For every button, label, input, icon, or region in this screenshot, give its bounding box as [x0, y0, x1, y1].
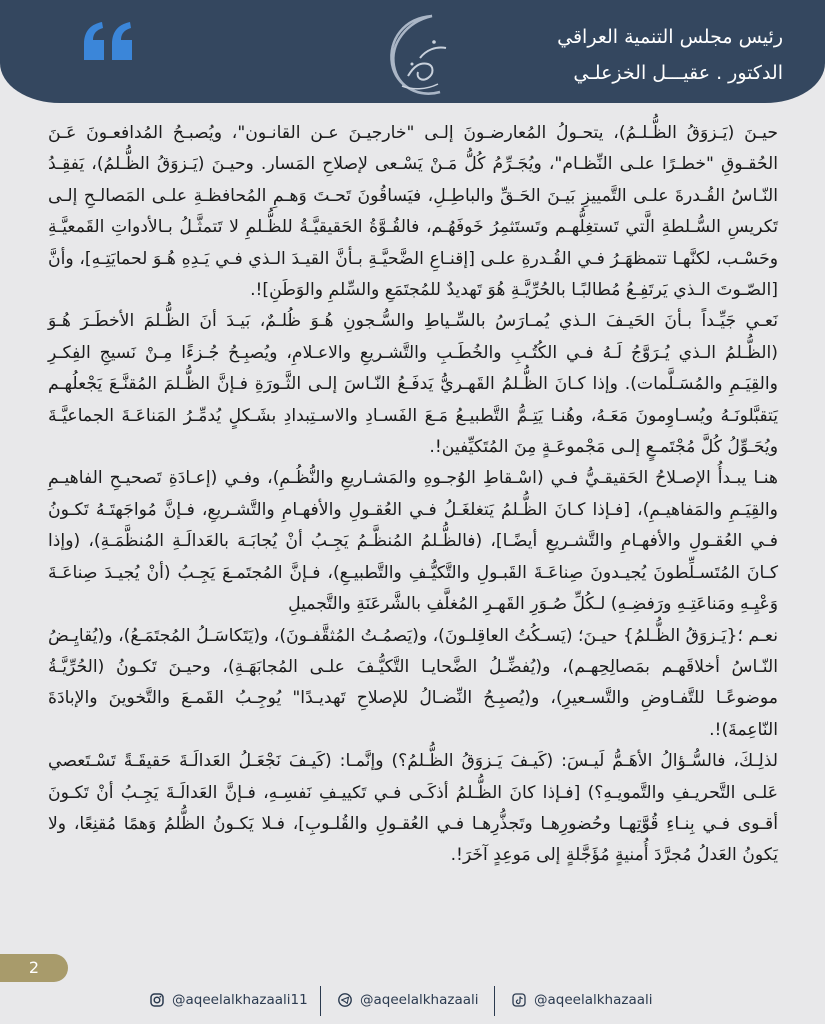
telegram-handle-text: @aqeelalkhazaali [360, 992, 479, 1008]
instagram-handle-text: @aqeelalkhazaali11 [172, 992, 308, 1008]
paragraph: لذلِـكَ، فالسُّـؤالُ الأهَـمُّ لَيـسَ: (كَيـفَ يَـزوَقُ الظُّـلمُ؟) وإنَّمـا: (كَيـفَ نَجْعَـلُ العَدالَـةَ حَقيقَـةً تَسْـتَعصي عَلـى التَّحريـفِ والتَّمويـهِ؟) [فـإذا كانَ الظُّـلمُ أذكَـى فـي تَكييـفِ نَفسِـهِ، فـإنَّ العَدالَـةَ يَجِـبُ أنْ تَكـونَ أقـوى فـي بِنـاءِ قُوَّتِهـا وحُضورِهـا وتَجذُّرِهـا فـي العُقـولِ والقُلـوبِ]، فـلا يَكـونُ الظُّلمُ وَهمًا مُقنِعًا، ولا يَكونُ العَدلُ مُجرَّدَ أُمنيةٍ مُؤَجَّلةٍ إلى مَوعِدٍ آخَرَ!. [48, 751, 778, 866]
paragraph: نعـم ؛{يَـزوَقُ الظُّـلمُ} حيـنَ؛ (يَسـكُتُ العاقِلـونَ)، و(يَصمُـتُ المُثقَّفـونَ)، و(يَتَكاسَـلُ المُجتَمَـعُ)، و(يُقايِـضُ النّـاسُ أخلاقَهـم بمَصالِحِهـم)، و(يُفضِّـلُ الضَّحايـا التَّكيُّـفَ علـى المُجابَهَـةِ)، وحيـنَ تَكـونُ (الحُرِّيَّـةُ موضوعًـا للتَّفـاوضِ والتَّسـعيرِ)، و(يُصبِـحُ النِّضـالُ للإصلاحِ تَهديـدًا" يُوجِـبُ القَمـعَ والتَّخوينَ والإبادَةَ النّاعِمةَ)!. [48, 625, 778, 740]
tiktok-icon [512, 993, 526, 1007]
crescent-calligraphy-logo [362, 6, 466, 102]
instagram-handle[interactable] [150, 987, 308, 1013]
author-name: الدكتور . عقيـــل الخزعلـي [573, 62, 783, 84]
article-body [48, 118, 778, 978]
paragraph: حيـنَ (يَـزوَقُ الظُّـلـمُ)، يتحـولُ المُعارضـونَ إلـى "خارجيـنَ عـن القانـون"، ويُصبـحُ المُدافعـونَ عَـنَ الحُقـوقِ "خطـرًا علـى النِّظـام"، ويُجَـرِّمُ كُلُّ مَـنْ يَسْـعى لإصلاحِ المَسار. وحيـنَ (يَـزوَقُ الظُّـلمُ)، يَفقِـدُ النّـاسُ القُـدرةَ علـى التَّمييزِ بَيـنَ الحَـقِّ والباطِـلِ، فيَساقُونَ تَحـتَ وَهـمِ المُحافظـةِ علـى المَصالـحِ إلـى تَكريسِ السُّـلطةِ الَّتي تَستغِلُّهـم وتَستَثمِرُ خَوفَهُـم، فالقُـوَّةُ الحَقيقيَّـةُ للظُّـلمِ لا تَتمثَّـلُ بـالأدواتِ القَمعيَّـةِ وحَسْـب، لكنَّهـا تتمظهَـرُ فـي القُـدرةِ علـى [إقنـاعِ الضَّحيَّـةِ بـأنَّ القيـدَ الـذي فـي يَـدِهِ هُـوَ لحمايَتِـهِ]، وأنَّ [الصّـوتَ الـذي يَرتَفِـعُ مُطالبًـا بالحُرِّيَّـةِ هُوَ تَهديدٌ للمُجتَمَعِ والسِّلمِ والوَطَنِ]!. [48, 123, 778, 301]
double-quote-icon [78, 18, 138, 68]
author-position: رئيس مجلس التنمية العراقي [557, 26, 783, 48]
instagram-icon [150, 993, 164, 1007]
telegram-handle[interactable] [338, 987, 479, 1013]
page-number-badge: 2 [0, 954, 68, 982]
social-footer [0, 986, 825, 1024]
footer-divider [494, 986, 495, 1016]
title-block [523, 22, 783, 90]
telegram-icon [338, 993, 352, 1007]
paragraph: نَعـي جَيِّـداً بـأنَ الحَيـفَ الـذي يُمـارَسُ بالسِّـياطِ والسُّـجونِ هُـوَ ظُلـمٌ، بَيـدَ أنَ الظُّـلمَ الأخطَـرَ هُـوَ (الظُّـلمُ الـذي يُـرَوَّجُ لَـهُ فـي الكُتُـبِ والخُطَـبِ والتَّشـريعِ والاعـلامِ، ويُصبِـحُ جُـزءًا مِـنْ نَسيجِ الفِكـرِ والقِيَـمِ والمُسَـلَّمات). وإذا كـانَ الظُّـلمُ القَهـريُّ يَدفَـعُ النّـاسَ إلـى الثَّـورَةِ فـإنَّ الظُّـلمَ المُقنَّـعَ يَجْعلُهـم يَتقبَّلونَـهُ ويُسـاوِمونَ مَعَـهُ، وهُنـا يَتِـمُّ التَّطبيـعُ مَـعَ الفَسـادِ والاسـتِبدادِ بشَـكلٍ يُدمِّـرُ المَناعَـةَ الجماعيَّـةَ ويُحَـوِّلُ كُلَّ مُجْتَمـعٍ إلـى مَجْموعَـةٍ مِنَ المُتَكيِّفين!. [48, 311, 778, 458]
tiktok-handle-text: @aqeelalkhazaali [534, 992, 653, 1008]
header-banner [0, 0, 825, 103]
tiktok-handle[interactable] [512, 987, 653, 1013]
paragraph: هنـا يبـدأُ الإصـلاحُ الحَقيقـيُّ فـي (اسْـقاطِ الوُجـوهِ والمَشـاريعِ والنُّظُـمِ)، وفـي (إعـادَةِ تَصحيـحِ الفاهيـمِ والقِيَـمِ والمَفاهيـمِ)، [فـإذا كـانَ الظُّـلمُ يَتغلغَـلُ فـي العُقـولِ والأفهـامِ والتَّشـريعِ، فـإنَّ مُواجَهتَـهُ تَكـونُ فـي العُقـولِ والأفهـامِ والتَّشـريعِ أيضًـا]، (فالظُّـلمُ المُنظَّـمُ يَجِـبُ أنْ يُجابَـهَ بالعَدالَـةِ المُنظَّمَـةِ)، (وإذا كـانَ المُتَسـلِّطونَ يُجيـدونَ صِناعَـةَ القَبـولِ والتَّكيُّـفِ والتَّطبيـعِ)، فـإنَّ المُجتَمـعَ يَجِـبُ (أنْ يُجيـدَ صِناعَـةَ وَعْيِـهِ ومَناعَتِـهِ ورَفضِـهِ) لـكُلِّ صُـوَرِ القَهـرِ المُغلَّفِ بالشَّرعَنَةِ والتَّجميلِ [48, 468, 778, 615]
footer-divider [320, 986, 321, 1016]
